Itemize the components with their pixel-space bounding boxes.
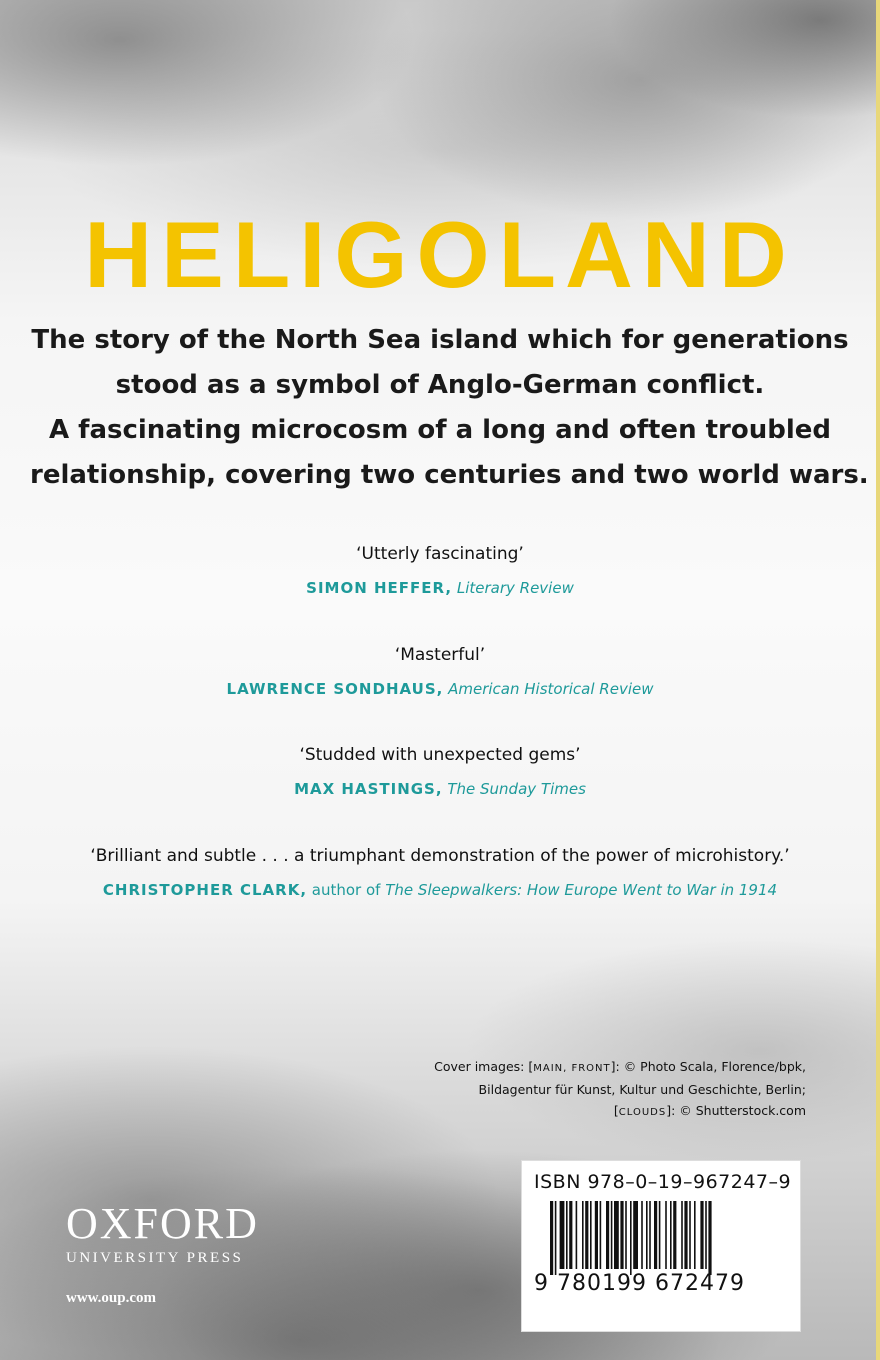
barcode-bar (569, 1201, 572, 1269)
barcode-bar (659, 1201, 661, 1269)
publication-name: The Sleepwalkers: How Europe Went to War in 1914 (385, 881, 778, 899)
barcode-bar (705, 1201, 707, 1269)
quote-attribution (0, 578, 880, 598)
barcode-bar (582, 1201, 584, 1269)
reviewer-name: CHRISTOPHER CLARK, (102, 881, 308, 899)
publication-name: American Historical Review (448, 680, 654, 698)
attribution-prefix: author of (311, 881, 381, 899)
book-title: HELIGOLAND (84, 202, 796, 307)
publisher-url: www.oup.com (66, 1290, 157, 1306)
review-quote-1 (0, 543, 880, 598)
blurb (30, 318, 869, 498)
publisher-name: OXFORD (66, 1199, 259, 1248)
barcode-bar (560, 1201, 565, 1269)
review-quote-3 (0, 744, 880, 799)
reviewer-name: LAWRENCE SONDHAUS, (226, 680, 444, 698)
barcode-bar (590, 1201, 592, 1269)
barcode-bar (600, 1201, 602, 1269)
barcode-bar (620, 1201, 623, 1269)
barcode-icon (550, 1201, 776, 1275)
blurb-line: A fascinating microcosm of a long and often troubled (48, 415, 832, 445)
barcode-bar (633, 1201, 638, 1269)
barcode-bar (700, 1201, 703, 1269)
barcode-bar (595, 1201, 598, 1269)
barcode-bar (614, 1201, 619, 1269)
barcode-bar (684, 1201, 687, 1269)
barcode-bar (576, 1201, 578, 1269)
reviewer-name: MAX HASTINGS, (294, 780, 443, 798)
barcode-box (521, 1160, 801, 1332)
quote-attribution (0, 880, 880, 900)
quote-text: ‘Studded with unexpected gems’ (299, 745, 581, 765)
quote-text: ‘Utterly fascinating’ (356, 544, 524, 564)
reviewer-name: SIMON HEFFER, (306, 579, 453, 597)
barcode-bar (550, 1201, 553, 1275)
barcode-bar (611, 1201, 613, 1269)
barcode-bar (606, 1201, 609, 1269)
quote-text: ‘Brilliant and subtle . . . a triumphant demonstration of the power of microhistory.’ (90, 846, 790, 866)
barcode-bar (694, 1201, 696, 1269)
barcode-bar (585, 1201, 588, 1269)
ean-digits: 9 780199 672479 (534, 1271, 745, 1296)
review-quote-2 (0, 644, 880, 699)
barcode-bar (681, 1201, 683, 1269)
barcode-bar (654, 1201, 657, 1269)
barcode-bar (670, 1201, 672, 1269)
barcode-bar (665, 1201, 667, 1269)
barcode-bar (555, 1201, 557, 1275)
barcode-bar (673, 1201, 676, 1269)
barcode-bar (689, 1201, 691, 1269)
quote-attribution (0, 779, 880, 799)
blurb-line: The story of the North Sea island which for generations (31, 325, 849, 355)
credits-line-2: Bildagentur für Kunst, Kultur und Geschichte, Berlin; (478, 1082, 806, 1097)
barcode-bar (566, 1201, 568, 1269)
publisher-logo (66, 1200, 259, 1268)
publication-name: Literary Review (456, 579, 574, 597)
blurb-line: relationship, covering two centuries and two world wars. (30, 460, 869, 490)
barcode-bar (646, 1201, 648, 1269)
quote-text: ‘Masterful’ (394, 645, 486, 665)
barcode-bar (708, 1201, 711, 1275)
barcode-bar (649, 1201, 651, 1269)
credits-line-1: Cover images: [MAIN, FRONT]: © Photo Scala, Florence/bpk, (434, 1059, 806, 1074)
barcode-bar (625, 1201, 627, 1269)
barcode-bar (641, 1201, 643, 1269)
cover-credits (386, 1056, 806, 1123)
publication-name: The Sunday Times (447, 780, 586, 798)
blurb-line: stood as a symbol of Anglo-German conflict. (115, 370, 765, 400)
credits-line-3: [CLOUDS]: © Shutterstock.com (613, 1103, 806, 1118)
barcode-bar (630, 1201, 632, 1275)
isbn-text: ISBN 978–0–19–967247–9 (534, 1171, 792, 1193)
quote-attribution (0, 679, 880, 699)
publisher-subtitle: UNIVERSITY PRESS (66, 1250, 244, 1266)
review-quote-4 (0, 845, 880, 900)
